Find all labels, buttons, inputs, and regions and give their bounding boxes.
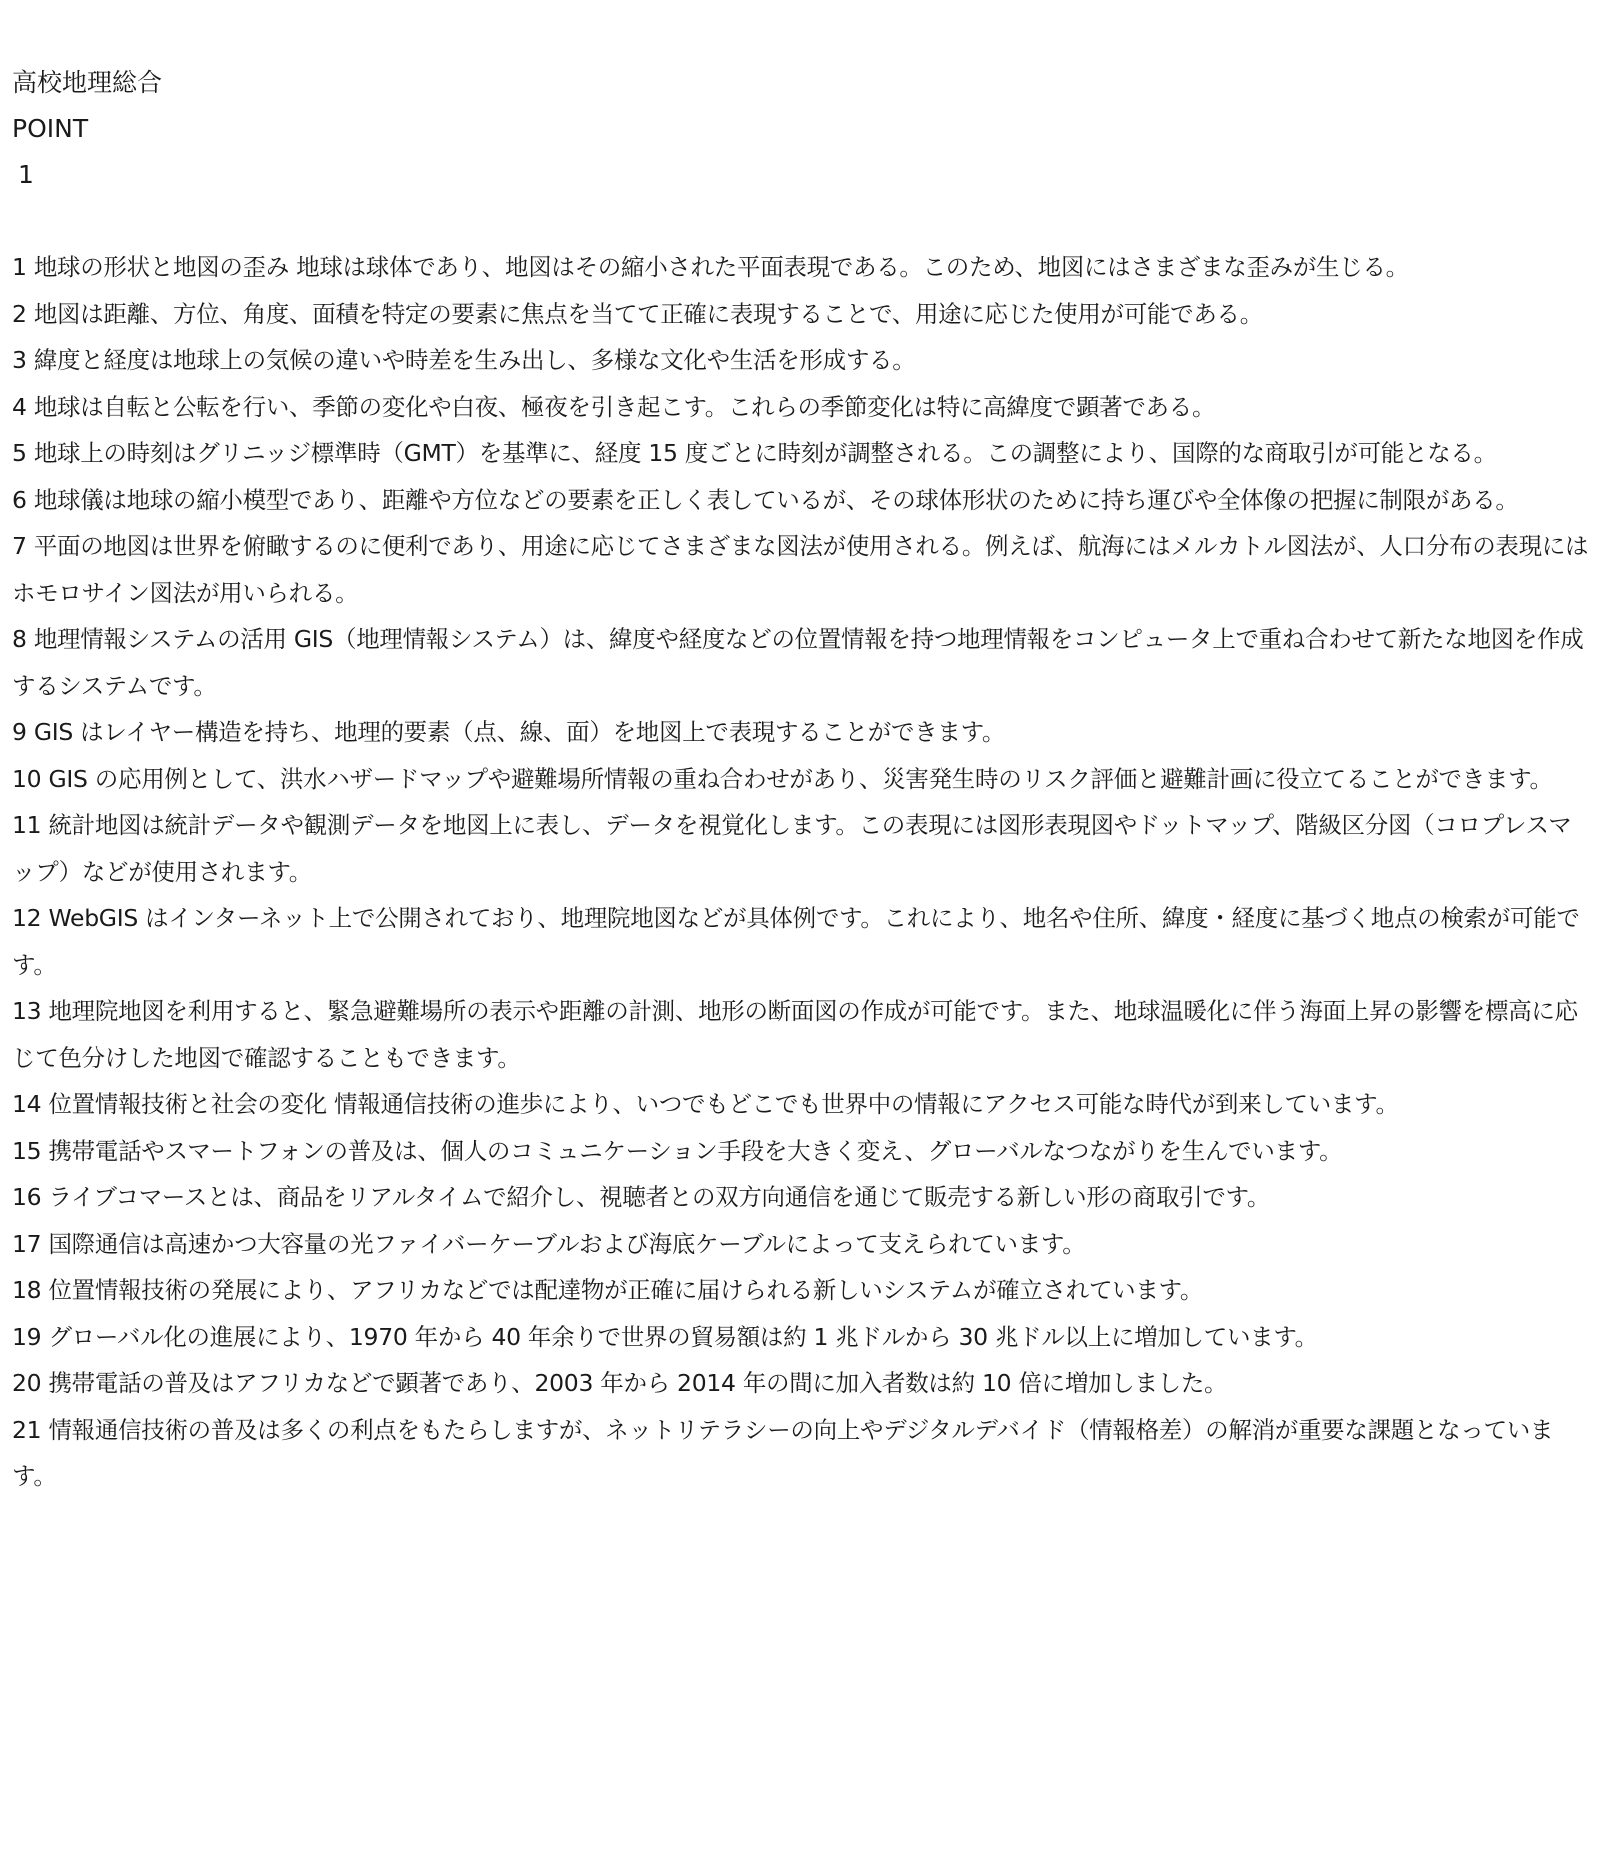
subject-title: 高校地理総合 [12,68,163,97]
point-list [12,244,1592,1500]
point-item-12: 12 WebGIS はインターネット上で公開されており、地理院地図などが具体例です。これにより、地名や住所、緯度・経度に基づく地点の検索が可能です。 [12,904,1580,979]
point-item-8: 8 地理情報システムの活用 GIS（地理情報システム）は、緯度や経度などの位置情報を持つ地理情報をコンピュータ上で重ね合わせて新たな地図を作成するシステムです。 [12,625,1584,700]
point-item-17: 17 国際通信は高速かつ大容量の光ファイバーケーブルおよび海底ケーブルによって支えられています。 [12,1229,1086,1258]
point-item-11: 11 統計地図は統計データや観測データを地図上に表し、データを視覚化します。この表現には図形表現図やドットマップ、階級区分図（コロプレスマップ）などが使用されます。 [12,811,1572,886]
point-item-2: 2 地図は距離、方位、角度、面積を特定の要素に焦点を当てて正確に表現することで、用途に応じた使用が可能である。 [12,299,1263,328]
point-item-6: 6 地球儀は地球の縮小模型であり、距離や方位などの要素を正しく表しているが、その球体形状のために持ち運びや全体像の把握に制限がある。 [12,485,1519,514]
point-item-21: 21 情報通信技術の普及は多くの利点をもたらしますが、ネットリテラシーの向上やデジタルデバイド（情報格差）の解消が重要な課題となっています。 [12,1415,1554,1490]
point-item-5: 5 地球上の時刻はグリニッジ標準時（GMT）を基準に、経度 15 度ごとに時刻が調整される。この調整により、国際的な商取引が可能となる。 [12,439,1497,467]
document-page [12,60,1592,1500]
point-label: POINT [12,114,89,143]
point-item-10: 10 GIS の応用例として、洪水ハザードマップや避難場所情報の重ね合わせがあり、災害発生時のリスク評価と避難計画に役立てることができます。 [12,764,1553,793]
point-item-3: 3 緯度と経度は地球上の気候の違いや時差を生み出し、多様な文化や生活を形成する。 [12,346,916,374]
point-item-20: 20 携帯電話の普及はアフリカなどで顕著であり、2003 年から 2014 年の間に加入者数は約 10 倍に増加しました。 [12,1369,1228,1397]
point-item-1: 1 地球の形状と地図の歪み 地球は球体であり、地図はその縮小された平面表現である。このため、地図にはさまざまな歪みが生じる。 [12,253,1409,281]
point-item-13: 13 地理院地図を利用すると、緊急避難場所の表示や距離の計測、地形の断面図の作成が可能です。また、地球温暖化に伴う海面上昇の影響を標高に応じて色分けした地図で確認することもできます。 [12,997,1578,1072]
point-number: 1 [18,160,34,189]
point-item-7: 7 平面の地図は世界を俯瞰するのに便利であり、用途に応じてさまざまな図法が使用される。例えば、航海にはメルカトル図法が、人口分布の表現にはホモロサイン図法が用いられる。 [12,532,1589,607]
point-item-9: 9 GIS はレイヤー構造を持ち、地理的要素（点、線、面）を地図上で表現することができます。 [12,718,1006,746]
blank-line [12,198,1592,244]
point-item-14: 14 位置情報技術と社会の変化 情報通信技術の進歩により、いつでもどこでも世界中の情報にアクセス可能な時代が到来しています。 [12,1090,1399,1118]
point-item-18: 18 位置情報技術の発展により、アフリカなどでは配達物が正確に届けられる新しいシステムが確立されています。 [12,1276,1204,1304]
point-item-19: 19 グローバル化の進展により、1970 年から 40 年余りで世界の貿易額は約 1 兆ドルから 30 兆ドル以上に増加しています。 [12,1322,1318,1351]
point-item-16: 16 ライブコマースとは、商品をリアルタイムで紹介し、視聴者との双方向通信を通じて販売する新しい形の商取引です。 [12,1183,1271,1211]
point-item-15: 15 携帯電話やスマートフォンの普及は、個人のコミュニケーション手段を大きく変え、グローバルなつながりを生んでいます。 [12,1136,1343,1165]
point-item-4: 4 地球は自転と公転を行い、季節の変化や白夜、極夜を引き起こす。これらの季節変化は特に高緯度で顕著である。 [12,392,1216,421]
